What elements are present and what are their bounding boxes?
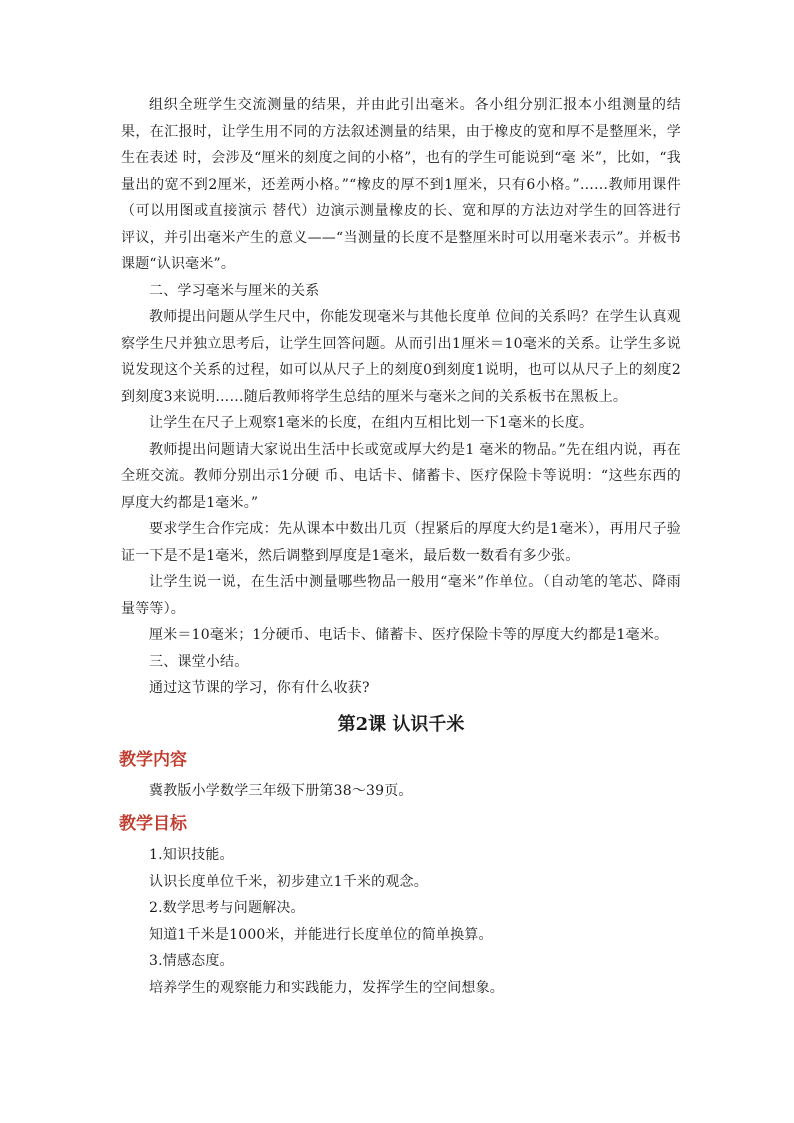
heading-teaching-content: 教学内容 [119,749,187,770]
paragraph-summary-board: 厘米＝10毫米；1分硬币、电话卡、储蓄卡、医疗保险卡等的厚度大约都是1毫米。 [149,627,669,643]
paragraph-items-1mm: 教师提出问题请大家说出生活中长或宽或厚大约是1 毫米的物品。”先在组内说，再在全班交流。教师分别出示1分硬 币、电话卡、储蓄卡、医疗保险卡等说明：“这些东西的厚度大约都是1毫米。” [121,441,681,511]
teaching-content-text: 冀教版小学数学三年级下册第38～39页。 [149,782,413,799]
goal-item: 2.数学思考与问题解决。 [149,900,305,916]
paragraph-report-results: 组织全班学生交流测量的结果，并由此引出毫米。各小组分别汇报本小组测量的结果，在汇报时，让学生用不同的方法叙述测量的结果，由于橡皮的宽和厚不是整厘米，学生在表述 时，会涉及“厘米的刻度之间的小格”，也有的学生可能说到“毫 米”，比如，“我量出的宽不到2厘米，还差两小格。”“橡皮的厚不到1厘米，只有6小格。”……教师用课件（可以用图或直接演示 替代）边演示测量橡皮的长、宽和厚的方法边对学生的回答进行 评议，并引出毫米产生的意义——“当测量的长度不是整厘米时可以用毫米表示”。并板书课题“认识毫米”。 [121,97,681,272]
document-page [121,92,681,1001]
goal-item: 知道1千米是1000米，并能进行长度单位的简单换算。 [149,926,493,943]
section-heading-mm-cm: 二、学习毫米与厘米的关系 [149,282,320,299]
section-heading-summary: 三、课堂小结。 [149,653,249,670]
lesson-title: 第2课 认识千米 [337,713,465,735]
paragraph-mm-unit-usage: 让学生说一说，在生活中测量哪些物品一般用“毫米”作单位。（自动笔的笔芯、降雨量等等）。 [121,574,681,617]
goal-item: 培养学生的观察能力和实践能力，发挥学生的空间想象。 [149,979,504,996]
goal-item: 1.知识技能。 [149,847,234,863]
paragraph-mm-cm-relation: 教师提出问题从学生尺中，你能发现毫米与其他长度单 位间的关系吗？在学生认真观察学生尺并独立思考后，让学生回答问题。从而引出1厘米＝10毫米的关系。让学生多说说发现这个关系的过程，如可以从尺子上的刻度0到刻度1说明，也可以从尺子上的刻度2到刻度3来说明……随后教师将学生总结的厘米与毫米之间的关系板书在黑板上。 [121,309,681,405]
goal-item: 认识长度单位千米，初步建立1千米的观念。 [149,873,428,890]
paragraph-observe-1mm: 让学生在尺子上观察1毫米的长度，在组内互相比划一下1毫米的长度。 [149,415,594,431]
heading-teaching-goals: 教学目标 [119,814,187,834]
goal-item: 3.情感态度。 [149,953,234,969]
paragraph-count-pages: 要求学生合作完成：先从课本中数出几页（捏紧后的厚度大约是1毫米），再用尺子验证一下是不是1毫米，然后调整到厚度是1毫米，最后数一数看有多少张。 [121,521,681,564]
paragraph-reflection: 通过这节课的学习，你有什么收获? [149,680,370,696]
